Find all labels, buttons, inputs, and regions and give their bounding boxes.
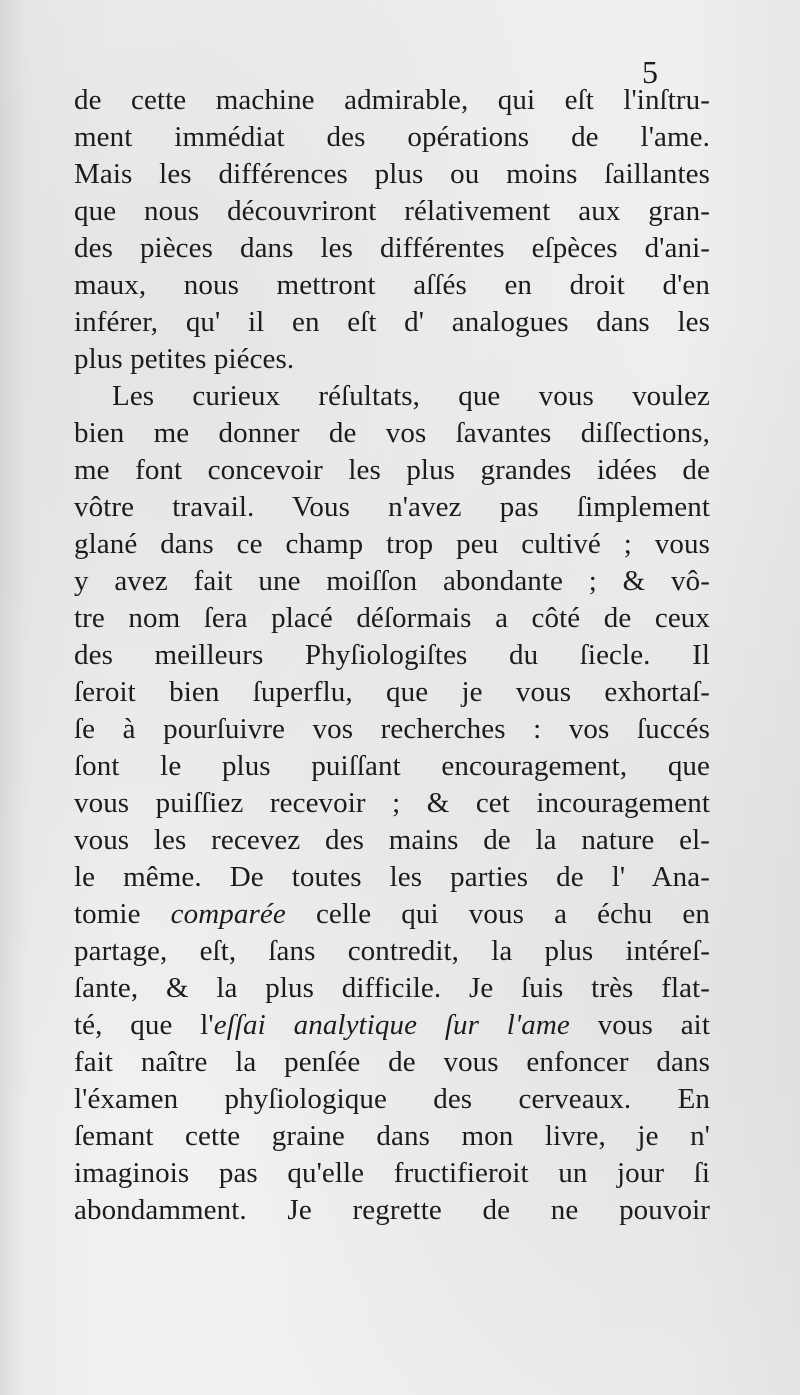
text-line: tomie comparée celle qui vous a échu en bbox=[74, 898, 710, 930]
text-line: imaginois pas qu'elle fructifieroit un jour ſi bbox=[74, 1157, 710, 1189]
text-line: y avez fait une moiſſon abondante ; & vô- bbox=[74, 565, 710, 597]
text-line: maux, nous mettront aſſés en droit d'en bbox=[74, 269, 710, 301]
text-line: des meilleurs Phyſiologiſtes du ſiecle. Il bbox=[74, 639, 710, 671]
text-line: ſeroit bien ſuperflu, que je vous exhortaſ- bbox=[74, 676, 710, 708]
text-line: inférer, qu' il en eſt d' analogues dans les bbox=[74, 306, 710, 338]
text-line: vôtre travail. Vous n'avez pas ſimplement bbox=[74, 491, 710, 523]
text-line: té, que l'eſſai analytique ſur l'ame vous ait bbox=[74, 1009, 710, 1041]
text-line: vous puiſſiez recevoir ; & cet incouragement bbox=[74, 787, 710, 819]
text-line: partage, eſt, ſans contredit, la plus intéreſ- bbox=[74, 935, 710, 967]
text-line: ſemant cette graine dans mon livre, je n' bbox=[74, 1120, 710, 1152]
text-line: tre nom ſera placé déſormais a côté de ceux bbox=[74, 602, 710, 634]
body-text bbox=[74, 82, 710, 1229]
page-number: 5 bbox=[642, 54, 658, 90]
text-line: des pièces dans les différentes eſpèces d'ani- bbox=[74, 232, 710, 264]
text-line: que nous découvriront rélativement aux gran- bbox=[74, 195, 710, 227]
italic-title: eſſai analytique ſur l'ame bbox=[213, 1009, 570, 1041]
text-line: plus petites piéces. bbox=[74, 343, 295, 375]
text-line: ment immédiat des opérations de l'ame. bbox=[74, 121, 710, 153]
text-line: le même. De toutes les parties de l' Ana- bbox=[74, 861, 710, 893]
text-line: glané dans ce champ trop peu cultivé ; vous bbox=[74, 528, 710, 560]
text-line: Mais les différences plus ou moins ſaillantes bbox=[74, 158, 710, 190]
text-line: ſont le plus puiſſant encouragement, que bbox=[74, 750, 710, 782]
text-line: abondamment. Je regrette de ne pouvoir bbox=[74, 1194, 710, 1226]
text-line: bien me donner de vos ſavantes diſſections, bbox=[74, 417, 710, 449]
text-line: me font concevoir les plus grandes idées de bbox=[74, 454, 710, 486]
text-line: de cette machine admirable, qui eſt l'inſtru- bbox=[74, 84, 710, 116]
text-line: ſante, & la plus difficile. Je ſuis très flat- bbox=[74, 972, 710, 1004]
text-line: l'éxamen phyſiologique des cerveaux. En bbox=[74, 1083, 710, 1115]
text-line: vous les recevez des mains de la nature el- bbox=[74, 824, 710, 856]
text-line: fait naître la penſée de vous enfoncer dans bbox=[74, 1046, 710, 1078]
text-line: ſe à pourſuivre vos recherches : vos ſuccés bbox=[74, 713, 710, 745]
text-line: Les curieux réſultats, que vous voulez bbox=[112, 380, 710, 412]
italic-term: comparée bbox=[170, 898, 286, 930]
